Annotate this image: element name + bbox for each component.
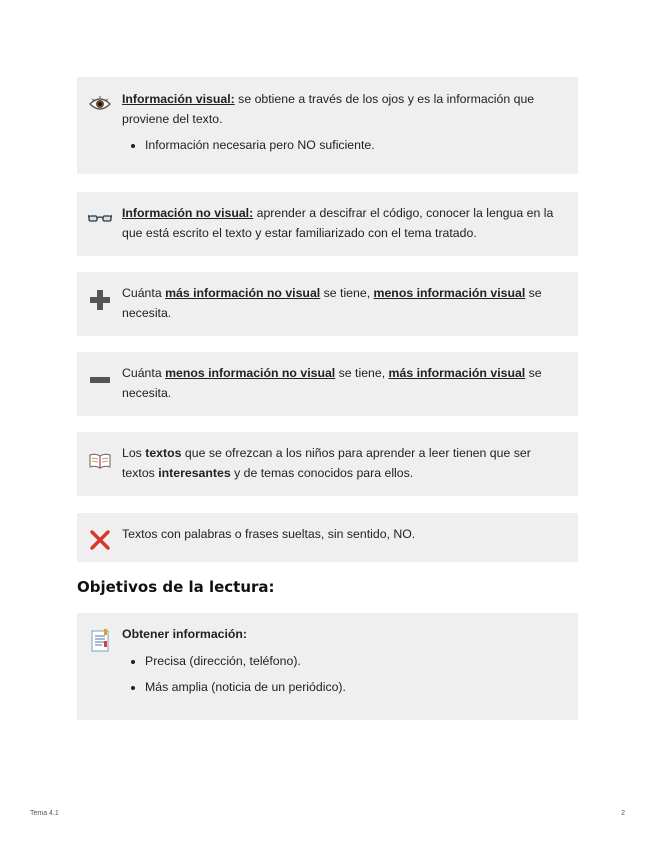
text-run: se tiene,	[335, 366, 389, 380]
emphasis-text: menos información visual	[373, 286, 526, 300]
info-visual-title: Información visual:	[122, 92, 235, 106]
page-number: 2	[621, 810, 625, 817]
list-item: Más amplia (noticia de un periódico).	[122, 678, 564, 698]
list-item: Información necesaria pero NO suficiente.	[122, 136, 564, 156]
plus-icon	[88, 288, 112, 312]
info-visual-text: se obtiene a través de los ojos y es la información que proviene del texto.	[122, 92, 535, 126]
loose-words-box	[77, 513, 578, 562]
list-item: Precisa (dirección, teléfono).	[122, 652, 564, 672]
notepad-icon	[88, 629, 112, 653]
texts-box	[77, 432, 578, 496]
less-info-paragraph	[122, 364, 564, 403]
info-no-visual-box	[77, 192, 578, 256]
more-info-paragraph	[122, 284, 564, 323]
footer-left-text: Tema 4.1	[30, 810, 59, 817]
text-run: se tiene,	[320, 286, 374, 300]
emphasis-text: interesantes	[158, 465, 231, 480]
loose-words-text: Textos con palabras o frases sueltas, sin sentido, NO.	[122, 527, 416, 541]
text-run: se necesita.	[122, 286, 542, 320]
eye-icon	[88, 92, 112, 116]
text-run: Los	[122, 446, 146, 460]
info-no-visual-text: aprender a descifrar el código, conocer la lengua en la que está escrito el texto y estar familiarizado con el tema tratado.	[122, 206, 554, 240]
minus-icon	[88, 368, 112, 392]
info-visual-paragraph	[122, 90, 564, 129]
section-heading: Objetivos de la lectura:	[77, 578, 275, 596]
info-no-visual-title: Información no visual:	[122, 206, 254, 220]
cross-icon	[88, 528, 112, 552]
info-no-visual-paragraph	[122, 204, 564, 243]
objective-title-text: Obtener información:	[122, 627, 248, 641]
info-visual-box	[77, 77, 578, 174]
text-run: que se ofrezcan a los niños para aprender a leer tienen que ser textos	[122, 446, 531, 480]
open-book-icon	[88, 449, 112, 473]
glasses-icon	[88, 206, 112, 230]
texts-paragraph	[122, 444, 564, 483]
text-run: se necesita.	[122, 366, 542, 400]
less-info-box	[77, 352, 578, 416]
info-visual-list	[122, 136, 564, 156]
more-info-box	[77, 272, 578, 336]
objective-box	[77, 613, 578, 720]
emphasis-text: más información visual	[388, 366, 526, 380]
emphasis-text: textos	[145, 446, 182, 460]
objective-title	[122, 625, 564, 645]
emphasis-text: menos información no visual	[165, 366, 336, 380]
text-run: Cuánta	[122, 366, 166, 380]
text-run: Cuánta	[122, 286, 166, 300]
objective-list	[122, 652, 564, 698]
text-run: y de temas conocidos para ellos.	[230, 465, 414, 480]
emphasis-text: más información no visual	[165, 286, 321, 300]
